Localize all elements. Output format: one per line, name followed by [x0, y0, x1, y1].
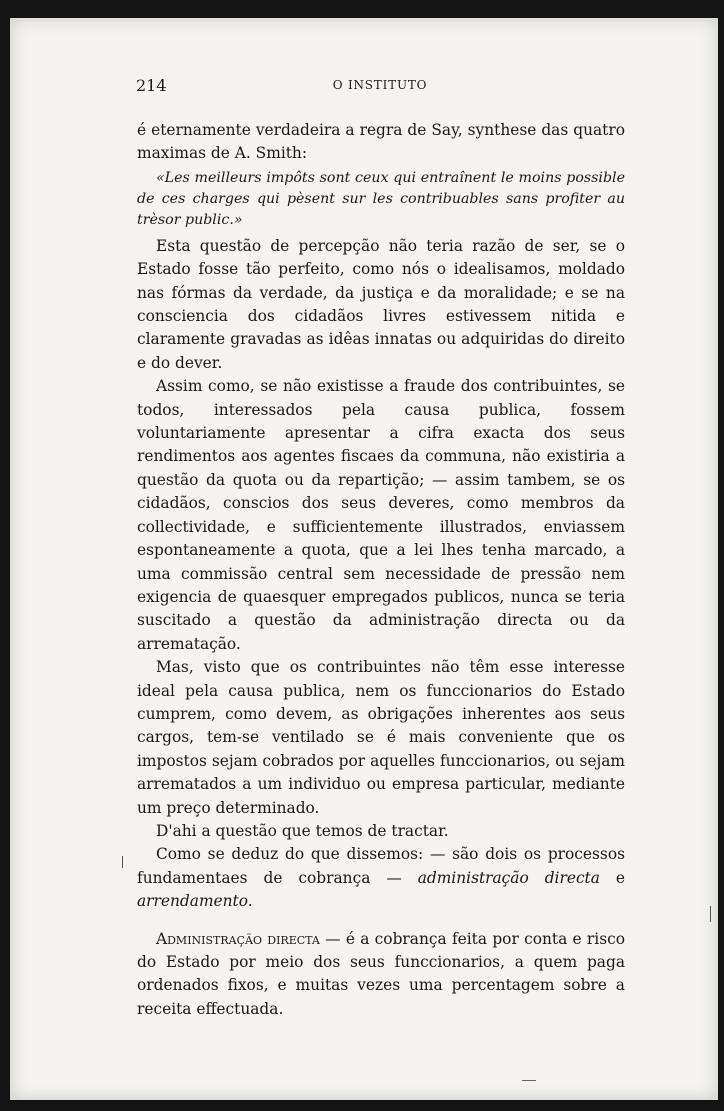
paragraph-text: — é a cobrança feita por conta e risco do Estado por meio dos seus funccionarios, a quem paga ordenados fixos, e muitas vezes uma percentagem sobre a receita effectuada. [137, 929, 625, 1018]
paragraph: D'ahi a questão que temos de tractar. [156, 821, 449, 840]
paragraph-text: e [599, 868, 625, 887]
paragraph-text: Como se deduz do que dissemos: — são dois os processos fundamentaes de cobrança — [137, 845, 625, 887]
emphasis-term: arrendamento. [137, 892, 253, 911]
paragraph: Mas, visto que os contribuintes não têm esse interesse ideal pela causa publica, nem os funccionarios do Estado cumprem, como devem, as obrigações inherentes aos seus cargos, tem-se ventilado se é mais conveniente que os impostos sejam cobrados por aquelles funccionarios, ou sejam arrematados a um individuo ou empresa particular, mediante um preço determinado. [137, 658, 625, 817]
paragraph-continued: é eternamente verdadeira a regra de Say, synthese das quatro maximas de A. Smith: [137, 121, 625, 163]
page-number: 214 [136, 76, 167, 95]
definition-paragraph [137, 928, 625, 1022]
paragraph [137, 843, 625, 913]
paragraph: Esta questão de percepção não teria razão de ser, se o Estado fosse tão perfeito, como nós o idealisamos, moldado nas fórmas da verdade, da justiça e da moralidade; e se na consciencia dos cidadãos livres estivessem nitida e claramente gravadas as idêas innatas ou adquiridas do direito e do dever. [137, 236, 625, 372]
quotation: «Les meilleurs impôts sont ceux qui entraînent le moins possible de ces charges qui pèsent sur les contribuables sans profiter au trèsor public.» [137, 169, 625, 228]
emphasis-term: administração directa [417, 868, 600, 887]
section-heading: Administração directa [156, 929, 320, 948]
running-title: O INSTITUTO [332, 78, 428, 92]
page-header [136, 76, 624, 98]
paragraph: Assim como, se não existisse a fraude dos contribuintes, se todos, interessados pela causa publica, fossem voluntariamente apresentar a cifra exacta dos seus rendimentos aos agentes fiscaes da communa, não existiria a questão da quota ou da repartição; — assim tambem, se os cidadãos, conscios dos seus deveres, como membros da collectividade, e sufficientemente illustrados, enviassem espontaneamente a quota, que a lei lhes tenha marcado, a uma commissão central sem necessidade de pressão nem exigencia de quaesquer empregados publicos, nunca se teria suscitado a questão da administração directa ou da arrematação. [137, 377, 625, 653]
body-text [137, 119, 625, 1021]
